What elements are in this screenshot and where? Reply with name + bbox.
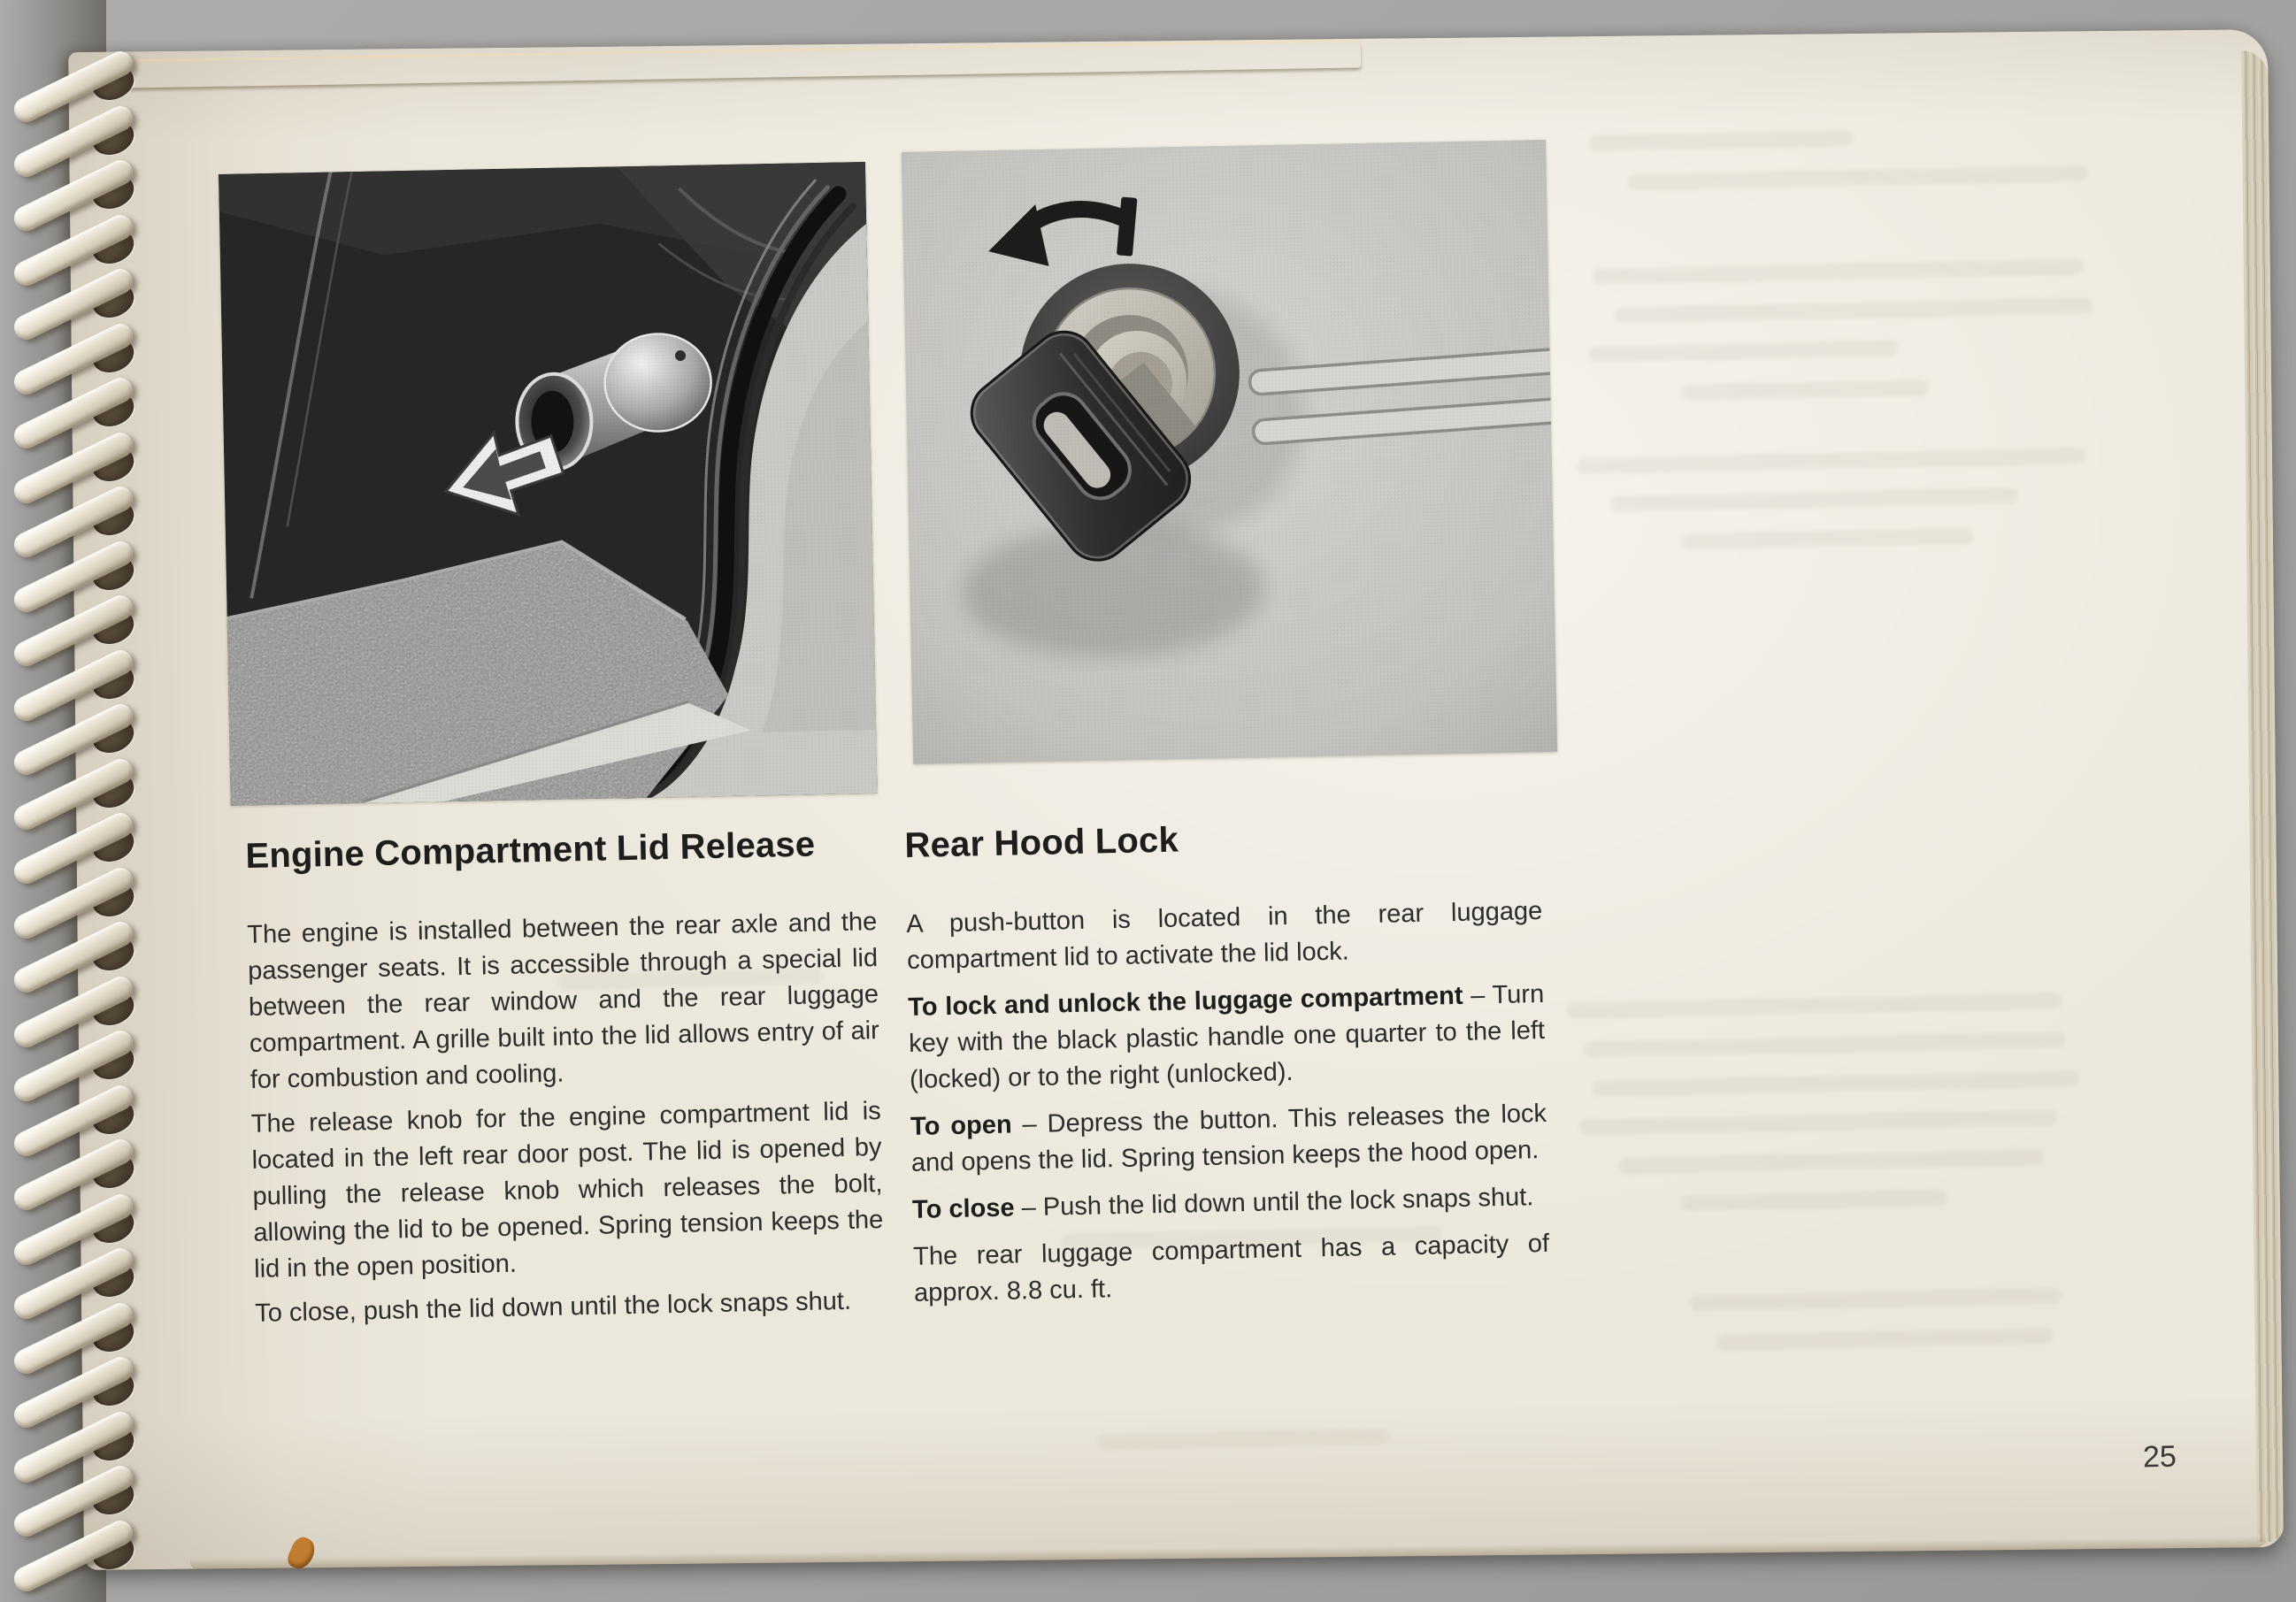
instruction-lock-unlock bbox=[908, 977, 1546, 1099]
rear-hood-lock-heading: Rear Hood Lock bbox=[904, 820, 1179, 865]
rear-hood-lock-outro: The rear luggage compartment has a capacity of approx. 8.8 cu. ft. bbox=[912, 1229, 1550, 1307]
instruction-lead: To lock and unlock the luggage compartment bbox=[907, 981, 1463, 1022]
section-rear-hood-lock bbox=[904, 813, 1551, 1322]
instruction-lead: To close bbox=[911, 1193, 1015, 1224]
instruction-text: – Depress the button. This releases the lock and opens the lid. Spring tension keeps the hood open. bbox=[910, 1099, 1547, 1177]
rear-hood-lock-illustration bbox=[902, 140, 1557, 764]
rear-hood-lock-intro: A push-button is located in the rear luggage compartment lid to activate the lid lock. bbox=[905, 896, 1543, 975]
section-engine-lid-release bbox=[245, 824, 886, 1340]
engine-lid-heading: Engine Compartment Lid Release bbox=[245, 824, 816, 876]
figure-engine-lid-release-photo bbox=[219, 162, 878, 806]
page-number: 25 bbox=[2142, 1439, 2177, 1475]
instruction-close bbox=[912, 1179, 1549, 1229]
engine-lid-paragraph: The release knob for the engine compartment lid is located in the left rear door post. The lid is opened by pulling the release knob which releases the bolt, allowing the lid to be opened. Spring tension keeps the lid in the open position. bbox=[250, 1097, 884, 1284]
figure-rear-hood-lock-photo bbox=[902, 140, 1557, 764]
instruction-lead: To open bbox=[910, 1110, 1012, 1141]
instruction-open bbox=[910, 1096, 1548, 1182]
instruction-text: – Push the lid down until the lock snaps shut. bbox=[1021, 1183, 1534, 1223]
instruction-text: – Turn key with the black plastic handle one quarter to the left (locked) or to the right (unlocked). bbox=[908, 979, 1546, 1094]
engine-lid-paragraph: To close, push the lid down until the lock snaps shut. bbox=[254, 1286, 852, 1328]
spiral-binding bbox=[0, 0, 230, 1602]
engine-lid-release-illustration bbox=[219, 162, 878, 806]
engine-lid-paragraph: The engine is installed between the rear axle and the passenger seats. It is accessible through a special lid between the rear window and the rear luggage compartment. A grille built into the lid allows entry of air for combustion and cooling. bbox=[246, 908, 880, 1094]
